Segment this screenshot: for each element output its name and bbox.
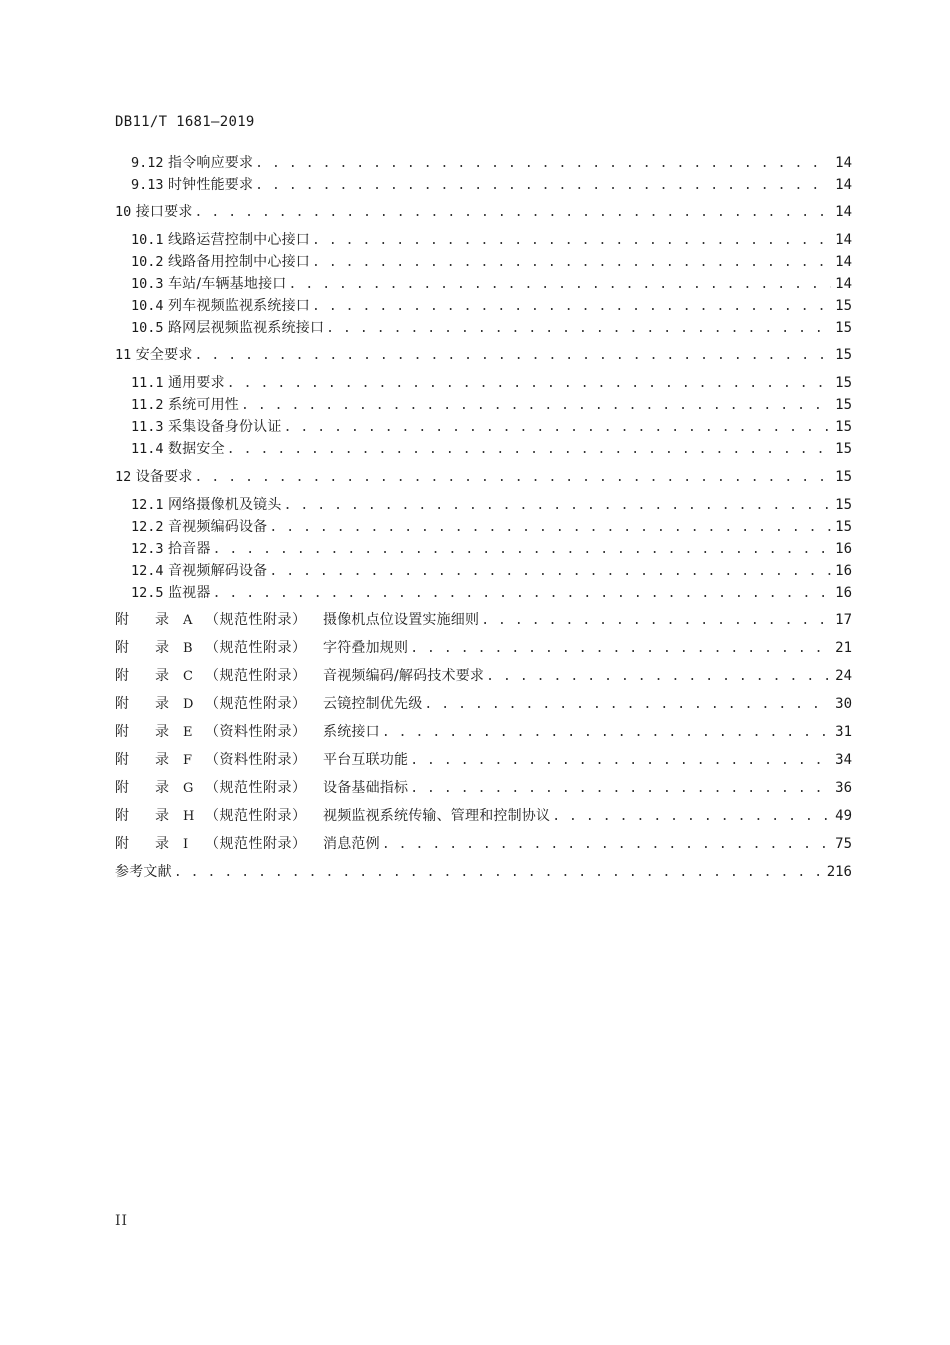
- appendix-label-lu: 录: [155, 752, 169, 768]
- toc-entry-number: 12: [115, 469, 132, 485]
- appendix-title: 设备基础指标: [323, 780, 409, 796]
- appendix-letter: F: [183, 753, 193, 768]
- appendix-title: 音视频编码/解码技术要求: [323, 668, 485, 684]
- leader-dots: [195, 346, 832, 366]
- references-title: 参考文献: [115, 864, 172, 880]
- appendix-page: 24: [835, 668, 852, 684]
- toc-entry[interactable]: [131, 230, 852, 250]
- toc-entry[interactable]: [131, 373, 852, 393]
- leader-dots: [195, 203, 832, 223]
- toc-entry-title: 网络摄像机及镜头: [167, 497, 282, 513]
- leader-dots: [269, 518, 831, 538]
- toc-entry-number: 11: [115, 347, 132, 363]
- appendix-letter: H: [183, 809, 195, 824]
- toc-entry-page: 15: [835, 419, 852, 435]
- toc-entry[interactable]: [131, 539, 852, 559]
- appendix-letter: A: [183, 613, 193, 628]
- toc-entry-page: 14: [835, 232, 852, 248]
- toc-entry-title: 指令响应要求: [167, 155, 254, 171]
- toc-entry[interactable]: [131, 252, 852, 272]
- leader-dots: [227, 374, 831, 394]
- toc-entry-page: 16: [835, 585, 852, 601]
- toc-entry-page: 15: [835, 469, 852, 485]
- leader-dots: [312, 297, 831, 317]
- appendix-label-lu: 录: [155, 724, 169, 740]
- toc-entry-number: 11.2: [131, 397, 164, 413]
- toc-entry-number: 10.2: [131, 254, 164, 270]
- toc-entry-title: 音视频编码设备: [167, 519, 268, 535]
- toc-entry[interactable]: [131, 153, 852, 173]
- toc-entry[interactable]: [131, 439, 852, 459]
- toc-entry-page: 15: [835, 375, 852, 391]
- toc-entry-number: 11.3: [131, 419, 164, 435]
- toc-entry-title: 接口要求: [135, 204, 193, 220]
- toc-entry-title: 通用要求: [167, 375, 225, 391]
- references-page: 216: [826, 864, 852, 880]
- toc-entry-number: 12.5: [131, 585, 164, 601]
- leader-dots: [481, 611, 831, 631]
- appendix-title: 字符叠加规则: [323, 640, 409, 656]
- leader-dots: [410, 639, 831, 659]
- appendix-kind: （资料性附录）: [205, 752, 307, 768]
- appendix-letter: D: [183, 697, 194, 712]
- appendix-label-fu: 附: [115, 640, 129, 656]
- toc-entry-number: 10.5: [131, 320, 164, 336]
- appendix-page: 49: [835, 808, 852, 824]
- toc-entry-title: 数据安全: [167, 441, 225, 457]
- appendix-page: 36: [835, 780, 852, 796]
- toc-entry[interactable]: [131, 175, 852, 195]
- toc-entry-title: 安全要求: [135, 347, 193, 363]
- toc-entry-title: 线路运营控制中心接口: [167, 232, 310, 248]
- appendix-entry[interactable]: [115, 750, 852, 770]
- toc-entry-title: 路网层视频监视系统接口: [167, 320, 325, 336]
- toc-entry-number: 12.2: [131, 519, 164, 535]
- appendix-label-lu: 录: [155, 808, 169, 824]
- leader-dots: [382, 723, 831, 743]
- appendix-entry[interactable]: [115, 638, 852, 658]
- leader-dots: [326, 319, 831, 339]
- appendix-title: 视频监视系统传输、管理和控制协议: [323, 808, 551, 824]
- leader-dots: [289, 275, 832, 295]
- page-number-footer: II: [115, 1213, 129, 1229]
- appendix-entry[interactable]: [115, 610, 852, 630]
- leader-dots: [284, 496, 832, 516]
- toc-entry-number: 10: [115, 204, 132, 220]
- appendix-label-fu: 附: [115, 724, 129, 740]
- toc-entry-page: 14: [835, 204, 852, 220]
- appendix-kind: （规范性附录）: [205, 808, 307, 824]
- toc-entry[interactable]: [131, 318, 852, 338]
- appendix-kind: （规范性附录）: [205, 640, 307, 656]
- toc-entry-number: 11.4: [131, 441, 164, 457]
- appendix-page: 75: [835, 836, 852, 852]
- toc-entry-number: 10.3: [131, 276, 164, 292]
- toc-entry-page: 16: [835, 541, 852, 557]
- appendix-label-lu: 录: [155, 780, 169, 796]
- appendix-label-lu: 录: [155, 696, 169, 712]
- appendix-page: 34: [835, 752, 852, 768]
- toc-entry-number: 11.1: [131, 375, 164, 391]
- appendix-label-fu: 附: [115, 836, 129, 852]
- leader-dots: [284, 418, 832, 438]
- toc-entry[interactable]: [131, 517, 852, 537]
- document-code-header: DB11/T 1681—2019: [115, 114, 255, 130]
- appendix-title: 摄像机点位设置实施细则: [323, 612, 480, 628]
- leader-dots: [174, 863, 823, 883]
- leader-dots: [255, 176, 831, 196]
- toc-entry-page: 14: [835, 177, 852, 193]
- appendix-letter: B: [183, 641, 193, 656]
- appendix-letter: G: [183, 781, 194, 796]
- toc-entry-page: 15: [835, 320, 852, 336]
- toc-entry-number: 12.1: [131, 497, 164, 513]
- appendix-entry[interactable]: [115, 778, 852, 798]
- appendix-kind: （规范性附录）: [205, 612, 307, 628]
- toc-entry-title: 监视器: [167, 585, 211, 601]
- toc-entry-page: 15: [835, 347, 852, 363]
- appendix-page: 17: [835, 612, 852, 628]
- appendix-kind: （规范性附录）: [205, 780, 307, 796]
- leader-dots: [213, 540, 832, 560]
- appendix-label-fu: 附: [115, 752, 129, 768]
- leader-dots: [213, 584, 832, 604]
- leader-dots: [410, 779, 831, 799]
- toc-entry-page: 14: [835, 254, 852, 270]
- toc-entry-number: 9.13: [131, 177, 164, 193]
- leader-dots: [312, 253, 831, 273]
- leader-dots: [382, 835, 831, 855]
- toc-entry[interactable]: [115, 345, 852, 365]
- toc-entry-page: 15: [835, 441, 852, 457]
- appendix-label-fu: 附: [115, 668, 129, 684]
- references-entry[interactable]: [115, 862, 852, 882]
- toc-entry-page: 14: [835, 276, 852, 292]
- toc-entry[interactable]: [131, 417, 852, 437]
- toc-entry-title: 采集设备身份认证: [167, 419, 282, 435]
- toc-entry-title: 列车视频监视系统接口: [167, 298, 310, 314]
- toc-entry[interactable]: [115, 202, 852, 222]
- toc-entry-number: 9.12: [131, 155, 164, 171]
- appendix-title: 平台互联功能: [323, 752, 409, 768]
- leader-dots: [424, 695, 831, 715]
- toc-entry-number: 10.1: [131, 232, 164, 248]
- leader-dots: [410, 751, 831, 771]
- toc-entry[interactable]: [115, 467, 852, 487]
- toc-entry-title: 车站/车辆基地接口: [167, 276, 287, 292]
- toc-entry-page: 15: [835, 519, 852, 535]
- appendix-kind: （资料性附录）: [205, 724, 307, 740]
- leader-dots: [241, 396, 831, 416]
- appendix-label-fu: 附: [115, 696, 129, 712]
- leader-dots: [269, 562, 831, 582]
- appendix-title: 消息范例: [323, 836, 380, 852]
- appendix-page: 21: [835, 640, 852, 656]
- appendix-entry[interactable]: [115, 834, 852, 854]
- appendix-kind: （规范性附录）: [205, 836, 307, 852]
- toc-entry-page: 15: [835, 397, 852, 413]
- toc-entry-page: 16: [835, 563, 852, 579]
- appendix-title: 系统接口: [323, 724, 380, 740]
- toc-entry-title: 拾音器: [167, 541, 211, 557]
- toc-entry-title: 设备要求: [135, 469, 193, 485]
- appendix-label-fu: 附: [115, 808, 129, 824]
- appendix-entry[interactable]: [115, 722, 852, 742]
- leader-dots: [312, 231, 831, 251]
- appendix-letter: I: [183, 837, 189, 852]
- leader-dots: [227, 440, 831, 460]
- appendix-title: 云镜控制优先级: [323, 696, 423, 712]
- appendix-entry[interactable]: [115, 666, 852, 686]
- leader-dots: [195, 468, 832, 488]
- toc-entry[interactable]: [131, 296, 852, 316]
- leader-dots: [552, 807, 831, 827]
- toc-entry-title: 时钟性能要求: [167, 177, 254, 193]
- appendix-label-lu: 录: [155, 640, 169, 656]
- toc-entry[interactable]: [131, 561, 852, 581]
- appendix-label-fu: 附: [115, 612, 129, 628]
- appendix-page: 30: [835, 696, 852, 712]
- appendix-label-lu: 录: [155, 836, 169, 852]
- appendix-label-lu: 录: [155, 612, 169, 628]
- appendix-letter: C: [183, 669, 193, 684]
- toc-entry-number: 12.4: [131, 563, 164, 579]
- toc-entry-page: 15: [835, 298, 852, 314]
- toc-entry-title: 音视频解码设备: [167, 563, 268, 579]
- toc-entry[interactable]: [131, 583, 852, 603]
- leader-dots: [255, 154, 831, 174]
- appendix-entry[interactable]: [115, 694, 852, 714]
- toc-entry-page: 14: [835, 155, 852, 171]
- appendix-kind: （规范性附录）: [205, 668, 307, 684]
- appendix-page: 31: [835, 724, 852, 740]
- appendix-label-fu: 附: [115, 780, 129, 796]
- appendix-label-lu: 录: [155, 668, 169, 684]
- toc-entry-number: 10.4: [131, 298, 164, 314]
- appendix-kind: （规范性附录）: [205, 696, 307, 712]
- toc-entry-title: 系统可用性: [167, 397, 239, 413]
- appendix-letter: E: [183, 725, 193, 740]
- toc-entry[interactable]: [131, 495, 852, 515]
- toc-entry-number: 12.3: [131, 541, 164, 557]
- toc-entry[interactable]: [131, 274, 852, 294]
- leader-dots: [486, 667, 831, 687]
- toc-entry-page: 15: [835, 497, 852, 513]
- toc-entry[interactable]: [131, 395, 852, 415]
- appendix-entry[interactable]: [115, 806, 852, 826]
- toc-entry-title: 线路备用控制中心接口: [167, 254, 310, 270]
